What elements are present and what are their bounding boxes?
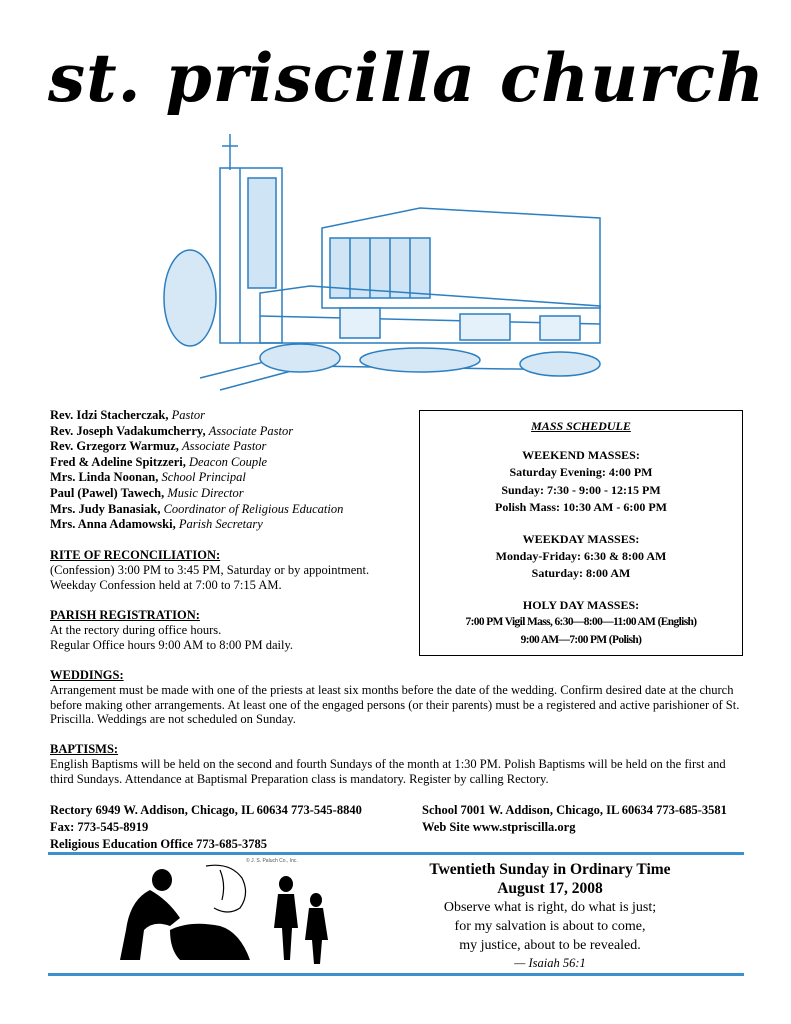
religious-ed-phone: Religious Education Office 773-685-3785	[50, 836, 268, 851]
reconciliation-heading: RITE OF RECONCILIATION:	[50, 548, 221, 562]
website-link[interactable]: Web Site www.stpriscilla.org	[422, 819, 576, 834]
school-contacts	[422, 802, 727, 836]
staff-row	[50, 455, 410, 471]
art-credit: © J. S. Paluch Co., Inc.	[246, 858, 298, 864]
staff-row	[50, 517, 410, 533]
weddings-text: Arrangement must be made with one of the priests at least six months before the date of the wedding. Confirm desired date at the church before making other arrangements. At least one of the engaged persons (or their parents) must be a registered and active parishioner of St. Priscilla. Weddings are not scheduled on Sunday.	[50, 682, 740, 727]
staff-name: Mrs. Anna Adamowski,	[50, 517, 176, 532]
weekend-heading: WEEKEND MASSES:	[522, 448, 640, 462]
clipart-illustration	[110, 860, 340, 968]
staff-role: School Principal	[161, 470, 246, 485]
baptisms-text: English Baptisms will be held on the second and fourth Sundays of the month at 1:30 PM. Polish Baptisms will be held on the first and third Sundays. Attendance at Baptismal Preparation class is mandatory. Register by calling Rectory.	[50, 756, 726, 786]
staff-role: Associate Pastor	[182, 439, 267, 454]
bulletin-date: August 17, 2008	[497, 880, 603, 897]
holy-day-heading: HOLY DAY MASSES:	[522, 597, 640, 612]
weekday-heading: WEEKDAY MASSES:	[522, 531, 640, 546]
liturgical-sunday: Twentieth Sunday in Ordinary Time	[429, 861, 671, 878]
church-illustration	[160, 128, 620, 400]
staff-role: Deacon Couple	[188, 454, 268, 469]
bottom-divider	[48, 973, 744, 976]
staff-name: Rev. Grzegorz Warmuz,	[50, 439, 179, 454]
registration-line: At the rectory during office hours.	[50, 622, 222, 637]
staff-row	[50, 502, 410, 518]
holy-day-line: 7:00 PM Vigil Mass, 6:30—8:00—11:00 AM (English)	[465, 616, 697, 629]
staff-row	[50, 424, 410, 440]
church-name: st. priscilla church	[48, 39, 765, 117]
weekend-line: Saturday Evening: 4:00 PM	[509, 465, 653, 480]
bulletin-theme	[400, 860, 700, 971]
staff-row	[50, 486, 410, 502]
baptisms-heading: BAPTISMS:	[50, 742, 119, 756]
rectory-contacts	[50, 802, 362, 852]
staff-name: Paul (Pawel) Tawech,	[50, 485, 165, 500]
staff-name: Mrs. Linda Noonan,	[50, 470, 159, 485]
baptisms-section	[50, 742, 750, 786]
weekend-line: Polish Mass: 10:30 AM - 6:00 PM	[495, 500, 667, 515]
mass-schedule-box	[419, 410, 743, 656]
weddings-heading: WEDDINGS:	[50, 668, 124, 682]
scripture-line: my justice, about to be revealed.	[459, 938, 641, 953]
staff-name: Rev. Idzi Stacherczak,	[50, 408, 169, 422]
staff-name: Mrs. Judy Banasiak,	[50, 501, 161, 516]
reconciliation-section	[50, 548, 369, 592]
staff-name: Rev. Joseph Vadakumcherry,	[50, 423, 206, 438]
staff-name: Fred & Adeline Spitzzeri,	[50, 454, 186, 469]
staff-row	[50, 408, 410, 424]
mass-schedule-title: MASS SCHEDULE	[531, 419, 631, 433]
weekday-line: Monday-Friday: 6:30 & 8:00 AM	[495, 549, 667, 564]
masthead	[48, 38, 765, 118]
staff-row	[50, 439, 410, 455]
weddings-section	[50, 668, 750, 727]
reconciliation-line: Weekday Confession held at 7:00 to 7:15 AM.	[50, 577, 282, 592]
registration-section	[50, 608, 293, 652]
weekday-line: Saturday: 8:00 AM	[531, 566, 631, 581]
registration-heading: PARISH REGISTRATION:	[50, 608, 200, 622]
registration-line: Regular Office hours 9:00 AM to 8:00 PM daily.	[50, 637, 294, 652]
staff-role: Parish Secretary	[178, 517, 263, 532]
scripture-line: Observe what is right, do what is just;	[443, 900, 657, 915]
staff-role: Music Director	[167, 485, 244, 500]
staff-role: Coordinator of Religious Education	[163, 501, 344, 516]
staff-role: Associate Pastor	[208, 423, 294, 438]
scripture-source: — Isaiah 56:1	[514, 956, 586, 970]
holy-day-line: 9:00 AM—7:00 PM (Polish)	[520, 633, 642, 646]
parish-staff-list	[50, 408, 410, 533]
top-divider	[48, 852, 744, 855]
reconciliation-line: (Confession) 3:00 PM to 3:45 PM, Saturday or by appointment.	[50, 562, 370, 577]
school-address: School 7001 W. Addison, Chicago, IL 60634 773-685-3581	[422, 803, 727, 817]
staff-row	[50, 470, 410, 486]
rectory-address: Rectory 6949 W. Addison, Chicago, IL 60634 773-545-8840	[50, 803, 362, 817]
weekend-line: Sunday: 7:30 - 9:00 - 12:15 PM	[501, 482, 661, 497]
staff-role: Pastor	[171, 408, 205, 422]
fax-number: Fax: 773-545-8919	[50, 819, 149, 834]
scripture-line: for my salvation is about to come,	[454, 919, 646, 934]
